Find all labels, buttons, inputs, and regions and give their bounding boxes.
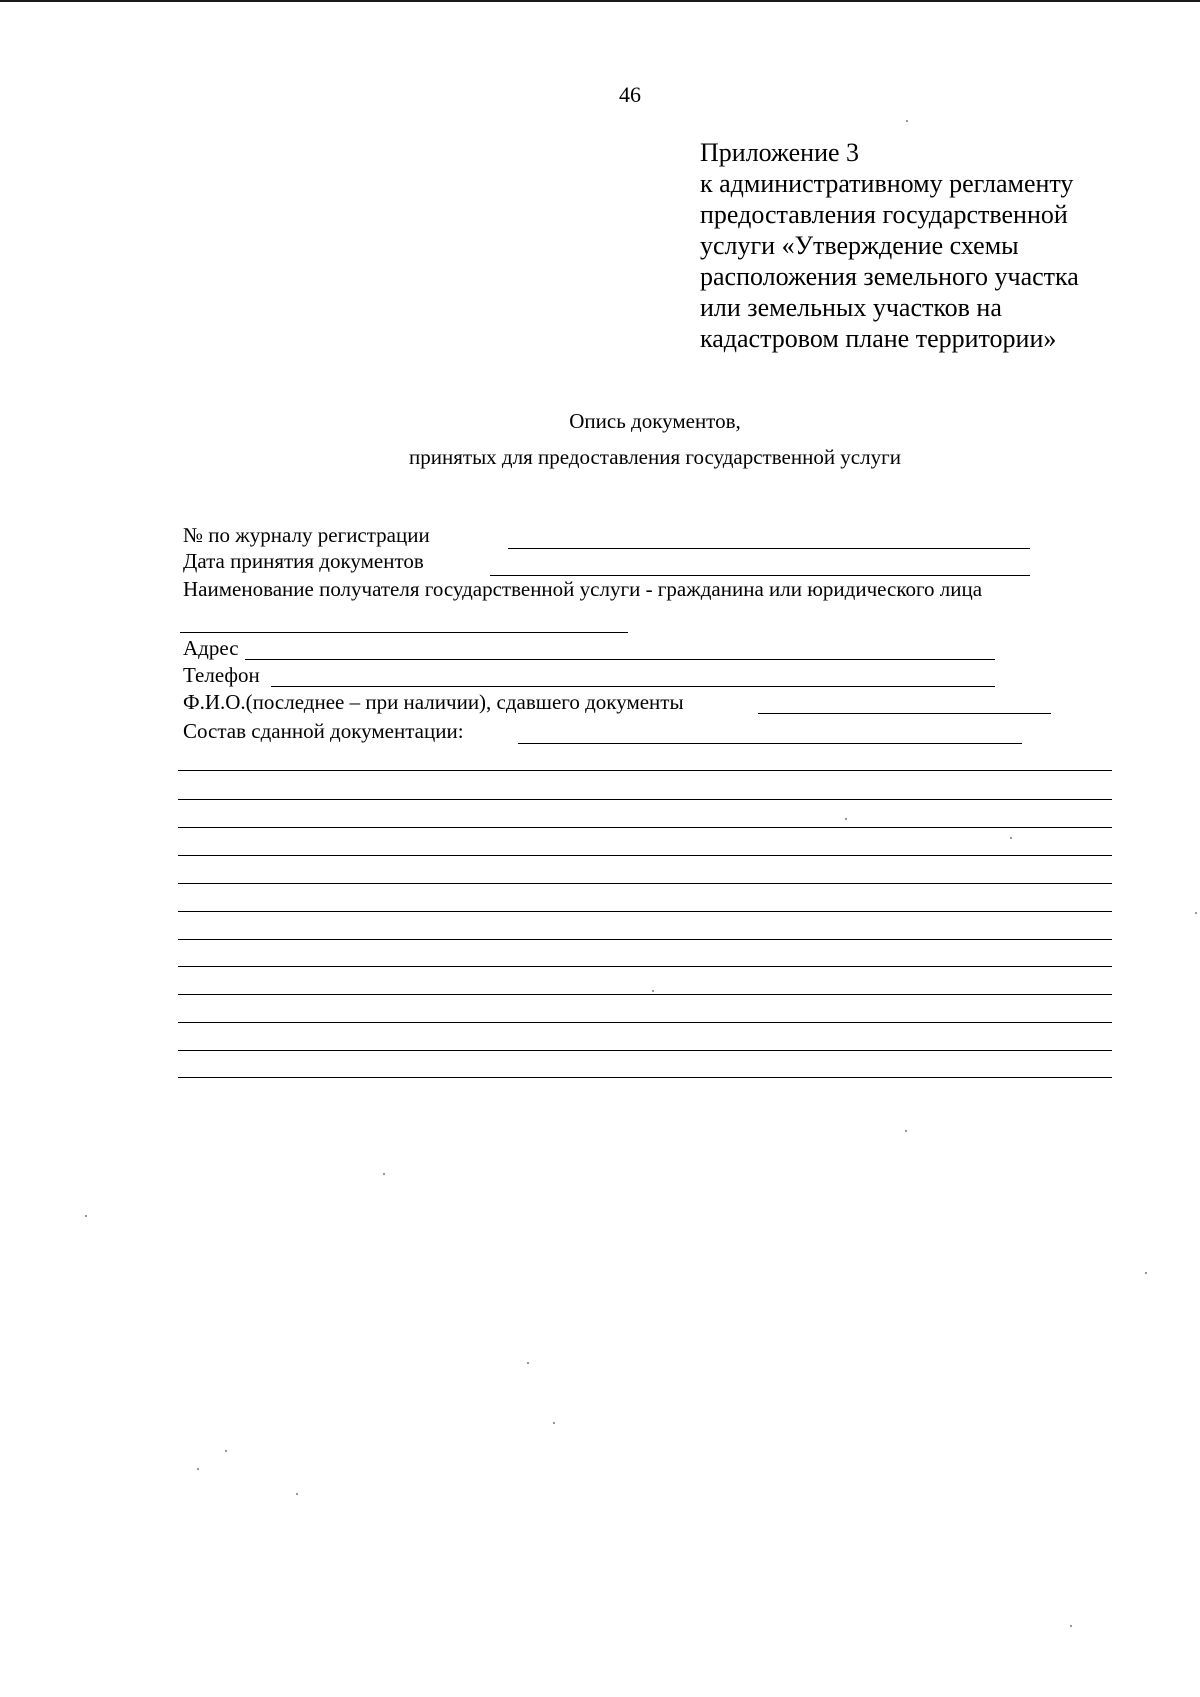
- scan-speck: [553, 1422, 555, 1424]
- document-title: [200, 403, 1110, 475]
- appendix-header: [700, 137, 1160, 354]
- title-line-1: Опись документов,: [569, 409, 741, 433]
- journal-number-field[interactable]: [508, 548, 1030, 549]
- blank-line[interactable]: [178, 770, 1112, 771]
- scan-top-edge: [0, 0, 1200, 2]
- appendix-line: Приложение 3: [700, 138, 860, 167]
- blank-line[interactable]: [178, 911, 1112, 912]
- documentation-label: Состав сданной документации:: [183, 719, 464, 743]
- address-field[interactable]: [245, 659, 995, 660]
- blank-line[interactable]: [178, 799, 1112, 800]
- appendix-line: или земельных участков на: [700, 293, 1002, 322]
- blank-line[interactable]: [178, 994, 1112, 995]
- scan-speck: [225, 1450, 227, 1452]
- appendix-line: расположения земельного участка: [700, 262, 1079, 291]
- recipient-name-label: Наименование получателя государственной услуги - гражданина или юридического лица: [183, 577, 983, 601]
- recipient-name-field[interactable]: [180, 632, 628, 633]
- submitter-name-field[interactable]: [758, 713, 1051, 714]
- appendix-line: услуги «Утверждение схемы: [700, 231, 1019, 260]
- blank-line[interactable]: [178, 1022, 1112, 1023]
- scan-speck: [1070, 1625, 1072, 1627]
- scan-speck: [85, 1215, 87, 1217]
- scan-speck: [906, 120, 908, 122]
- appendix-line: предоставления государственной: [700, 200, 1068, 229]
- phone-label: Телефон: [183, 663, 260, 687]
- submitter-name-label: Ф.И.О.(последнее – при наличии), сдавшего документы: [183, 690, 684, 714]
- journal-number-label: № по журналу регистрации: [183, 523, 430, 547]
- documentation-field[interactable]: [518, 743, 1022, 744]
- scan-speck: [197, 1468, 199, 1470]
- page-number: 46: [619, 82, 641, 107]
- acceptance-date-label: Дата принятия документов: [183, 549, 424, 573]
- scan-speck: [383, 1173, 385, 1175]
- title-line-2: принятых для предоставления государственной услуги: [409, 445, 901, 469]
- phone-field[interactable]: [271, 686, 995, 687]
- address-label: Адрес: [183, 636, 239, 660]
- scan-speck: [1010, 837, 1012, 839]
- scan-speck: [527, 1362, 529, 1364]
- appendix-line: к административному регламенту: [700, 169, 1074, 198]
- blank-line[interactable]: [178, 1050, 1112, 1051]
- scan-speck: [1195, 912, 1197, 914]
- blank-line[interactable]: [178, 883, 1112, 884]
- scan-speck: [905, 1130, 907, 1132]
- blank-line[interactable]: [178, 827, 1112, 828]
- scan-speck: [652, 990, 654, 992]
- blank-line[interactable]: [178, 966, 1112, 967]
- blank-line[interactable]: [178, 1077, 1112, 1078]
- scan-speck: [296, 1493, 298, 1495]
- blank-line[interactable]: [178, 939, 1112, 940]
- scan-speck: [1145, 1272, 1147, 1274]
- scan-speck: [845, 818, 847, 820]
- appendix-line: кадастровом плане территории»: [700, 324, 1057, 353]
- blank-line[interactable]: [178, 855, 1112, 856]
